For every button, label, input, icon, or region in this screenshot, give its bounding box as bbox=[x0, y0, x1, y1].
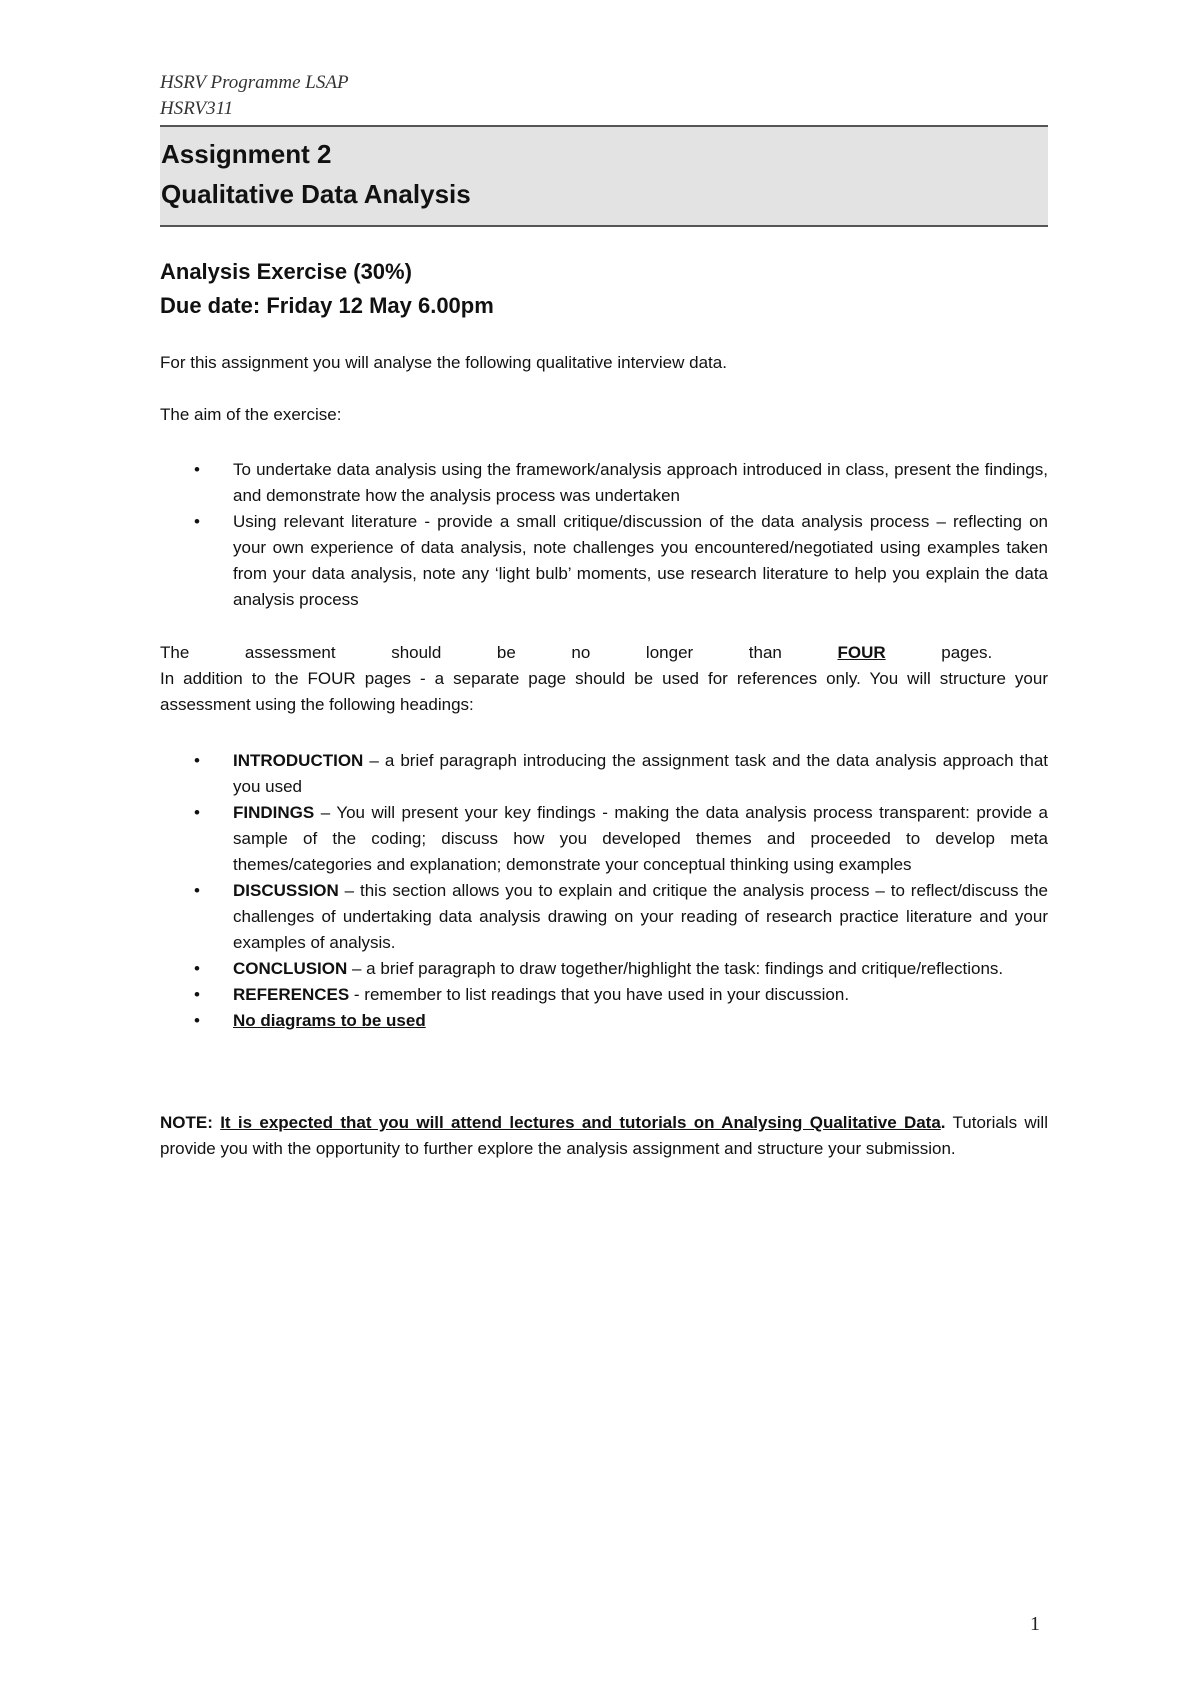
bullet-icon: • bbox=[194, 881, 200, 900]
list-item bbox=[160, 800, 1048, 878]
note-emphasis: It is expected that you will attend lectures and tutorials on Analysing Qualitative Data bbox=[220, 1113, 941, 1132]
length-continuation: In addition to the FOUR pages - a separate page should be used for references only. You will structure your assessment using the following headings: bbox=[160, 669, 1048, 714]
bullet-icon: • bbox=[194, 460, 200, 479]
length-word: assessment bbox=[244, 643, 336, 662]
note-body: Tutorials will provide you with the opportunity to further explore the analysis assignment and structure your submission. bbox=[160, 1113, 1048, 1158]
heading-description: – a brief paragraph to draw together/highlight the task: findings and critique/reflections. bbox=[347, 959, 1004, 978]
no-diagrams-rule: No diagrams to be used bbox=[233, 1011, 426, 1030]
note-paragraph bbox=[160, 1110, 1048, 1162]
heading-label: REFERENCES bbox=[233, 985, 350, 1004]
exercise-name: Analysis Exercise (30%) bbox=[160, 259, 412, 284]
running-header bbox=[160, 70, 349, 122]
list-item bbox=[160, 878, 1048, 956]
length-word: longer bbox=[645, 643, 694, 662]
aims-list bbox=[160, 457, 1048, 613]
bullet-icon: • bbox=[194, 751, 200, 770]
list-item bbox=[160, 748, 1048, 800]
length-word: The bbox=[160, 643, 190, 662]
headings-list bbox=[160, 748, 1048, 1034]
bullet-icon: • bbox=[194, 803, 200, 822]
bullet-icon: • bbox=[194, 512, 200, 531]
assignment-number: Assignment 2 bbox=[161, 139, 332, 169]
length-word: than bbox=[748, 643, 782, 662]
heading-label: DISCUSSION bbox=[233, 881, 339, 900]
assignment-title: Qualitative Data Analysis bbox=[161, 179, 471, 209]
heading-description: – this section allows you to explain and critique the analysis process – to reflect/discuss the challenges of undertaking data analysis drawing on your reading of research practice literature and your examples of analysis. bbox=[233, 881, 1048, 952]
programme-name: HSRV Programme LSAP bbox=[160, 72, 349, 93]
list-item bbox=[160, 457, 1048, 509]
heading-label: CONCLUSION bbox=[233, 959, 348, 978]
heading-label: INTRODUCTION bbox=[233, 751, 364, 770]
list-item bbox=[160, 1008, 1048, 1034]
bullet-icon: • bbox=[194, 1011, 200, 1030]
intro-paragraph: For this assignment you will analyse the following qualitative interview data. bbox=[160, 353, 727, 372]
heading-description: – You will present your key findings - making the data analysis process transparent: provide a sample of the coding; discuss how you developed themes and proceeded to develop meta themes/categories and explanation; demonstrate your conceptual thinking using examples bbox=[233, 803, 1048, 874]
bullet-icon: • bbox=[194, 959, 200, 978]
heading-description: – a brief paragraph introducing the assignment task and the data analysis approach that you used bbox=[233, 751, 1048, 796]
course-code: HSRV311 bbox=[160, 98, 234, 119]
length-word: should bbox=[391, 643, 442, 662]
aim-text: Using relevant literature - provide a small critique/discussion of the data analysis process – reflecting on your own experience of data analysis, note challenges you encountered/negotiated using examples taken from your data analysis, note any ‘light bulb’ moments, use research literature to help you explain the data analysis process bbox=[233, 512, 1048, 609]
aim-text: To undertake data analysis using the framework/analysis approach introduced in class, present the findings, and demonstrate how the analysis process was undertaken bbox=[233, 460, 1048, 505]
heading-description: - remember to list readings that you have used in your discussion. bbox=[349, 985, 850, 1004]
due-date: Due date: Friday 12 May 6.00pm bbox=[160, 293, 494, 318]
bullet-icon: • bbox=[194, 985, 200, 1004]
aim-label: The aim of the exercise: bbox=[160, 405, 342, 424]
page-number: 1 bbox=[1030, 1613, 1040, 1635]
length-word: pages. bbox=[941, 643, 993, 662]
length-line bbox=[160, 640, 1048, 666]
length-word: no bbox=[571, 643, 591, 662]
note-label: NOTE: bbox=[160, 1113, 213, 1132]
exercise-subheading bbox=[160, 255, 1048, 323]
title-box bbox=[160, 125, 1048, 227]
length-word: be bbox=[496, 643, 516, 662]
list-item bbox=[160, 509, 1048, 613]
heading-label: FINDINGS bbox=[233, 803, 315, 822]
list-item bbox=[160, 956, 1048, 982]
page-limit-emphasis: FOUR bbox=[837, 643, 886, 662]
list-item bbox=[160, 982, 1048, 1008]
length-paragraph bbox=[160, 640, 1048, 718]
note-period: . bbox=[940, 1113, 946, 1132]
